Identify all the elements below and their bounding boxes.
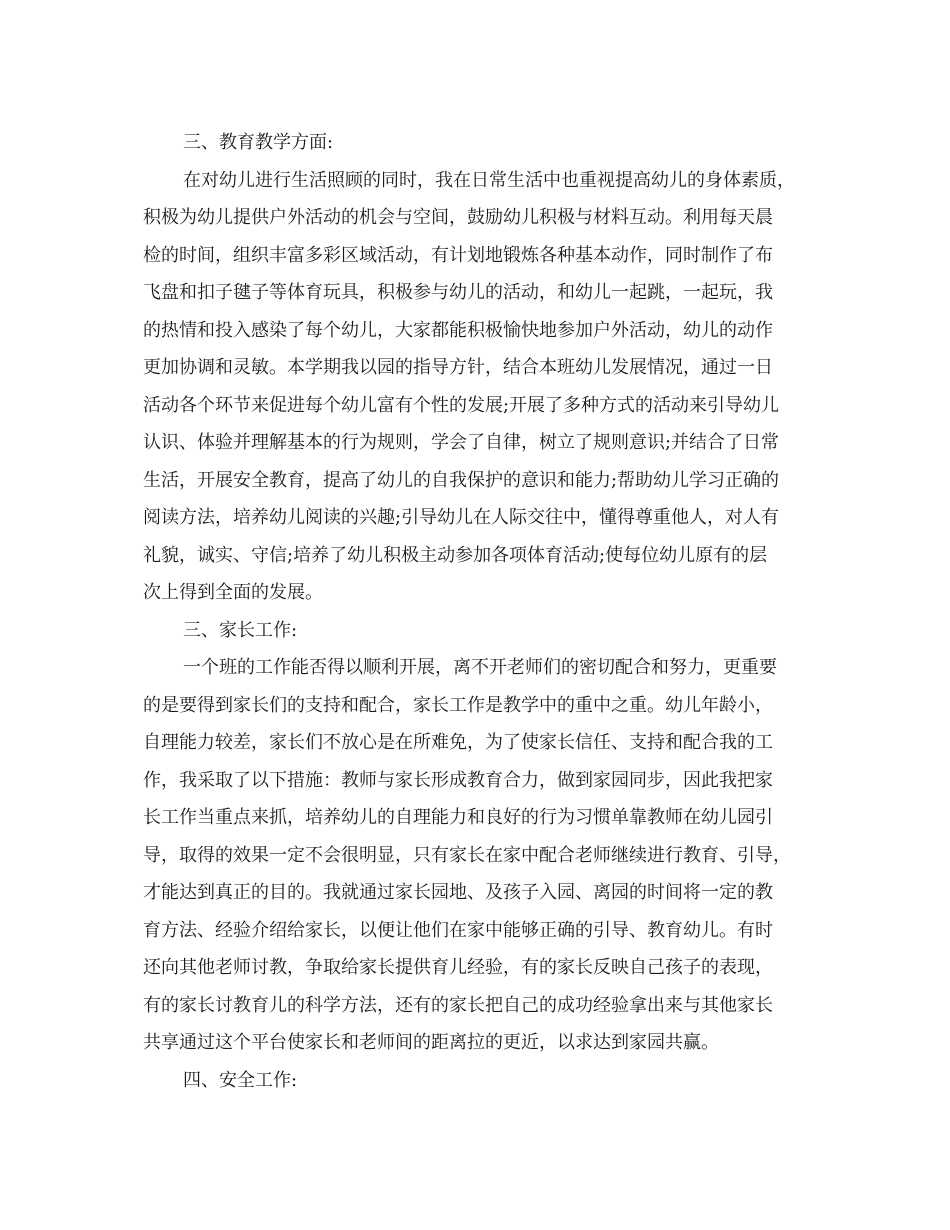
paragraph-line: 的热情和投入感染了每个幼儿，大家都能积极愉快地参加户外活动，幼儿的动作 [143,319,773,341]
paragraph-line: 认识、体验并理解基本的行为规则，学会了自律，树立了规则意识;并结合了日常 [143,432,780,453]
section-heading-safety: 四、安全工作: [183,1069,298,1091]
paragraph-parents [143,649,808,1062]
paragraph-line: 检的时间，组织丰富多彩区域活动，有计划地锻炼各种基本动作，同时制作了布 [143,244,773,266]
paragraph-line: 育方法、经验介绍给家长，以便让他们在家中能够正确的引导、教育幼儿。有时 [143,919,773,941]
paragraph-line: 有的家长讨教育儿的科学方法，还有的家长把自己的成功经验拿出来与其他家长 [143,994,773,1016]
paragraph-line: 阅读方法，培养幼儿阅读的兴趣;引导幼儿在人际交往中，懂得尊重他人，对人有 [143,507,780,528]
paragraph-line: 礼貌，诚实、守信;培养了幼儿积极主动参加各项体育活动;使每位幼儿原有的层 [143,544,768,566]
paragraph-line: 更加协调和灵敏。本学期我以园的指导方针，结合本班幼儿发展情况，通过一日 [143,357,773,378]
paragraph-line: 积极为幼儿提供户外活动的机会与空间，鼓励幼儿积极与材料互动。利用每天晨 [143,207,773,228]
paragraph-line: 次上得到全面的发展。 [143,582,323,603]
paragraph-line: 生活，开展安全教育，提高了幼儿的自我保护的意识和能力;帮助幼儿学习正确的 [143,469,780,491]
paragraph-line: 还向其他老师讨教，争取给家长提供育儿经验，有的家长反映自己孩子的表现， [143,957,773,978]
paragraph-line: 自理能力较差，家长们不放心是在所难免，为了使家长信任、支持和配合我的工 [143,732,773,753]
paragraph-line: 一个班的工作能否得以顺利开展，离不开老师们的密切配合和努力，更重要 [183,657,777,678]
paragraph-line: 导，取得的效果一定不会很明显，只有家长在家中配合老师继续进行教育、引导， [143,844,791,866]
paragraph-line: 才能达到真正的目的。我就通过家长园地、及孩子入园、离园的时间将一定的教 [143,882,773,903]
section-heading-parents: 三、家长工作: [183,619,298,641]
paragraph-line: 在对幼儿进行生活照顾的同时，我在日常生活中也重视提高幼儿的身体素质， [183,169,795,191]
paragraph-line: 作，我采取了以下措施：教师与家长形成教育合力，做到家园同步，因此我把家 [143,769,773,791]
section-heading-teaching: 三、教育教学方面: [183,132,334,153]
paragraph-line: 共享通过这个平台使家长和老师间的距离拉的更近，以求达到家园共赢。 [143,1032,719,1053]
paragraph-teaching [143,162,808,612]
document-body [143,124,808,1099]
paragraph-line: 活动各个环节来促进每个幼儿富有个性的发展;开展了多种方式的活动来引导幼儿 [143,394,780,416]
paragraph-line: 飞盘和扣子毽子等体育玩具，积极参与幼儿的活动，和幼儿一起跳，一起玩，我 [143,282,773,303]
paragraph-line: 的是要得到家长们的支持和配合，家长工作是教学中的重中之重。幼儿年龄小， [143,694,773,716]
paragraph-line: 长工作当重点来抓，培养幼儿的自理能力和良好的行为习惯单靠教师在幼儿园引 [143,807,773,828]
